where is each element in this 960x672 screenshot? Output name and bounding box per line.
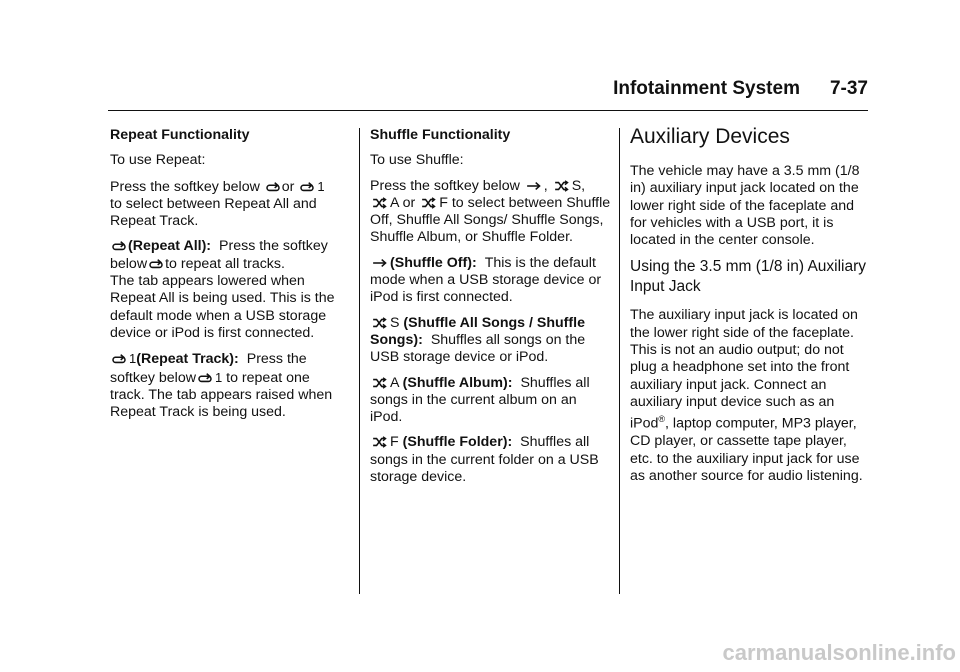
watermark: carmanualsonline.info bbox=[722, 640, 956, 665]
shuffle-folder-paragraph: F (Shuffle Folder): Shuffles all songs in the current folder on a USB storage device. bbox=[370, 434, 599, 486]
shuffle-folder-icon bbox=[421, 197, 437, 209]
shuffle-album-icon bbox=[372, 377, 388, 389]
header-rule bbox=[108, 110, 868, 111]
column-shuffle bbox=[370, 127, 612, 494]
repeat-track-icon bbox=[112, 353, 126, 365]
auxiliary-subheading: Using the 3.5 mm (1/8 in) Auxiliary Input Jack bbox=[630, 258, 867, 296]
column-auxiliary bbox=[630, 127, 870, 493]
shuffle-off-paragraph: (Shuffle Off): This is the default mode when a USB storage device or iPod is first connected. bbox=[370, 254, 602, 306]
page-header bbox=[0, 78, 868, 108]
column-divider-1 bbox=[359, 128, 360, 594]
repeat-intro: To use Repeat: bbox=[110, 152, 206, 169]
shuffle-all-icon bbox=[554, 180, 570, 192]
shuffle-album-paragraph: A (Shuffle Album): Shuffles all songs in the current album on an iPod. bbox=[370, 374, 590, 426]
repeat-track-icon bbox=[300, 181, 314, 193]
auxiliary-body: The auxiliary input jack is located on the lower right side of the faceplate. This is not an audio output; do not plug a headphone set into the front auxiliary input jack. Connect an auxiliary input device such as an iPod®, laptop computer, MP3 player, CD player, or cassette tape player, etc. to the auxiliary input jack for use as another source for audio listening. bbox=[630, 307, 863, 484]
auxiliary-intro: The vehicle may have a 3.5 mm (1/8 in) auxiliary input jack located on the lower right side of the faceplate and for vehicles with a USB port, it is located in the center console. bbox=[630, 163, 860, 249]
repeat-heading: Repeat Functionality bbox=[110, 127, 250, 143]
repeat-all-icon bbox=[112, 240, 126, 252]
column-divider-2 bbox=[619, 128, 620, 594]
section-title: Infotainment System bbox=[613, 78, 800, 99]
page-number: 7-37 bbox=[829, 78, 868, 99]
shuffle-folder-icon bbox=[372, 436, 388, 448]
shuffle-album-icon bbox=[372, 197, 388, 209]
shuffle-off-icon bbox=[526, 180, 542, 192]
repeat-instructions: Press the softkey below or 1 to select between Repeat All and Repeat Track. bbox=[110, 178, 325, 230]
auxiliary-heading: Auxiliary Devices bbox=[630, 125, 790, 148]
shuffle-instructions: Press the softkey below , S, A or F to select between Shuffle Off, Shuffle All Songs/ Shuffle Songs, Shuffle Album, or Shuffle Folder. bbox=[370, 177, 611, 246]
repeat-all-icon bbox=[149, 258, 163, 270]
shuffle-all-icon bbox=[372, 317, 388, 329]
column-repeat bbox=[110, 127, 350, 429]
registered-mark: ® bbox=[658, 414, 666, 425]
repeat-track-icon bbox=[198, 372, 212, 384]
repeat-track-paragraph: 1(Repeat Track): Press the softkey below 1 to repeat one track. The tab appears raised when Repeat Track is being used. bbox=[110, 351, 333, 421]
shuffle-all-paragraph: S (Shuffle All Songs / Shuffle Songs): Shuffles all songs on the USB storage device or iPod. bbox=[370, 314, 586, 366]
repeat-all-paragraph: (Repeat All): Press the softkey below to repeat all tracks. The tab appears lowered when Repeat All is being used. This is the default mode when a USB storage device or iPod is first connected. bbox=[110, 238, 335, 341]
shuffle-heading: Shuffle Functionality bbox=[370, 127, 511, 143]
shuffle-intro: To use Shuffle: bbox=[370, 152, 464, 169]
shuffle-off-icon bbox=[372, 257, 388, 269]
repeat-all-icon bbox=[266, 181, 280, 193]
